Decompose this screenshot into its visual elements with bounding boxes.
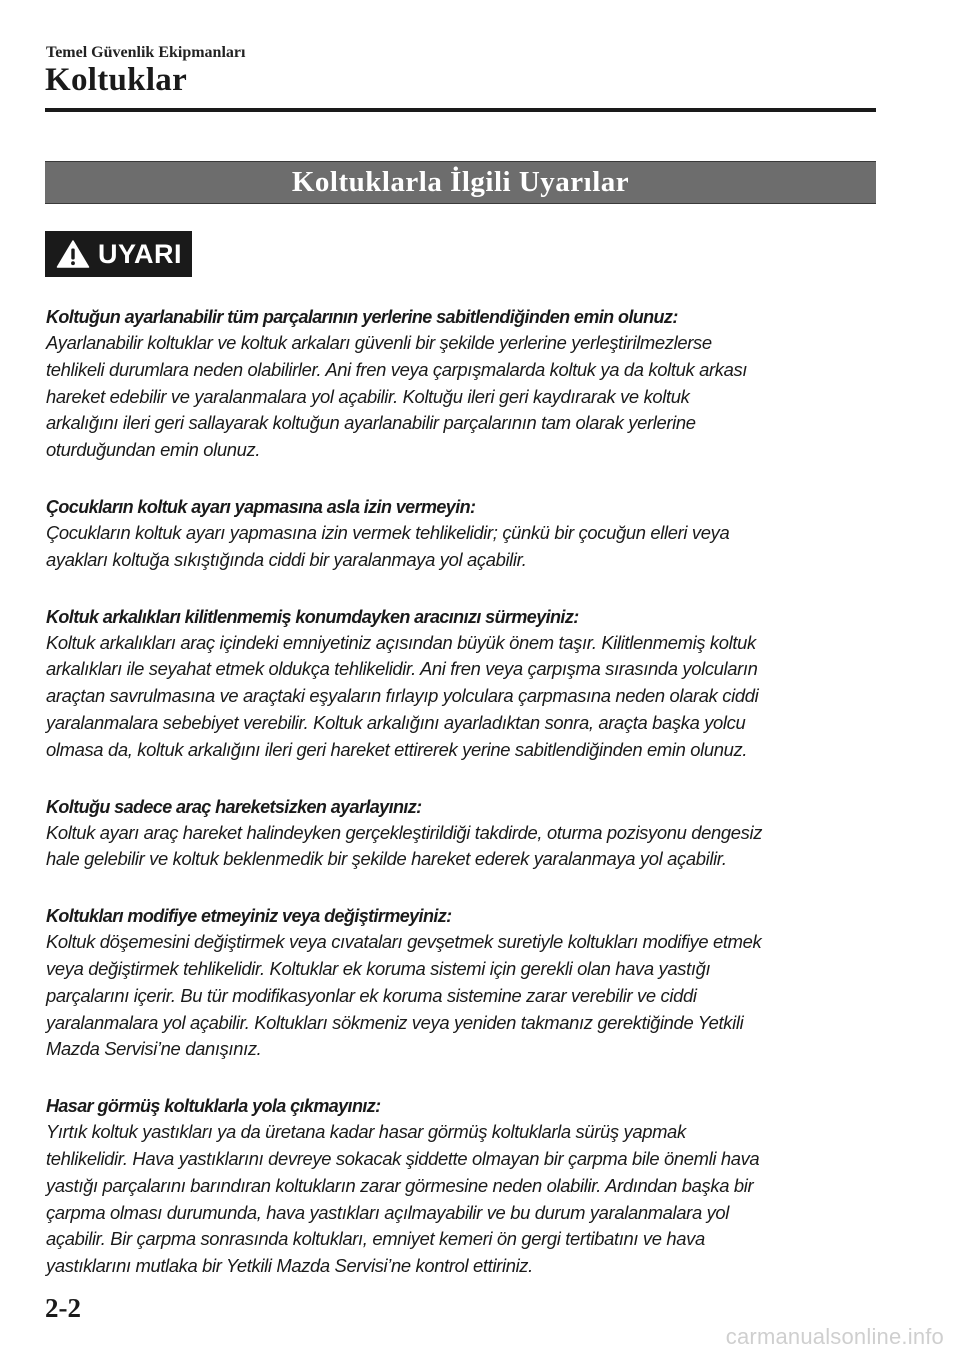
warning-heading: Hasar görmüş koltuklarla yola çıkmayınız:: [46, 1096, 381, 1117]
text-line: Koltuk ayarı araç hareket halindeyken gerçekleştirildiği takdirde, oturma pozisyonu dengesiz: [46, 821, 763, 843]
text-line: yastığı parçalarını barındıran koltukların zarar görmesine neden olabilir. Ardından başka bir: [46, 1174, 754, 1196]
text-line: Koltuk döşemesini değiştirmek veya cıvataları gevşetmek suretiyle koltukları modifiye etmek: [46, 931, 762, 953]
text-line: Ayarlanabilir koltuklar ve koltuk arkaları güvenli bir şekilde yerlerine yerleştirilmezlerse: [46, 332, 712, 353]
page-title: Koltuklar: [45, 62, 188, 98]
warning-heading: Çocukların koltuk ayarı yapmasına asla izin vermeyin:: [46, 496, 476, 517]
warning-block-seat-parts-secured: [46, 305, 872, 464]
text-line: araçtan savrulmasına ve araçtaki eşyaların fırlayıp yolculara çarpmasına neden olarak ciddi: [46, 685, 759, 707]
text-line: çarpma olması durumunda, hava yastıkları açılmayabilir ve bu durum yaralanmalara yol: [46, 1201, 730, 1223]
section-header: [45, 161, 876, 204]
warning-text: [46, 630, 872, 764]
warning-content: [46, 305, 872, 1311]
text-line: açabilir. Bir çarpma sonrasında koltukları, emniyet kemeri ön gergi tertibatını ve hava: [46, 1228, 705, 1250]
title-divider: [45, 108, 876, 112]
warning-text: [46, 520, 872, 574]
warning-triangle-icon: [56, 239, 90, 269]
text-line: arkalığını ileri geri sallayarak koltuğun ayarlanabilir parçalarının tam olarak yerlerine: [46, 412, 696, 434]
text-line: olmasa da, koltuk arkalığını ileri geri hareket ettirerek yerine sabitlendiğinden emin olunuz.: [46, 738, 748, 760]
text-line: hale gelebilir ve koltuk beklenmedik bir şekilde hareket ederek yaralanmaya yol açabilir.: [46, 848, 727, 870]
text-line: tehlikeli durumlara neden olabilirler. Ani fren veya çarpışmalarda koltuk ya da koltuk arkası: [46, 358, 748, 380]
text-line: veya değiştirmek tehlikelidir. Koltuklar ek koruma sistemi için gerekli olan hava yastığı: [46, 957, 711, 979]
warning-heading: Koltuk arkalıkları kilitlenmemiş konumdayken aracınızı sürmeyiniz:: [46, 606, 579, 627]
text-line: yastıklarını mutlaka bir Yetkili Mazda Servisi’ne kontrol ettiriniz.: [46, 1255, 533, 1277]
warning-heading: Koltukları modifiye etmeyiniz veya değiştirmeyiniz:: [46, 906, 452, 927]
watermark: carmanualsonline.info: [725, 1324, 944, 1349]
warning-block-children-adjusting: [46, 495, 872, 574]
warning-text: [46, 1119, 872, 1280]
text-line: arkalıkları ile seyahat etmek oldukça tehlikelidir. Ani fren veya çarpışma sırasında yolcuların: [46, 658, 758, 680]
warning-block-damaged-seats: [46, 1094, 872, 1280]
warning-text: [46, 929, 872, 1063]
warning-block-unlocked-seatbacks: [46, 605, 872, 764]
breadcrumb: Temel Güvenlik Ekipmanları: [46, 44, 246, 61]
warning-text: [46, 330, 872, 464]
text-line: ayakları koltuğa sıkıştığında ciddi bir yaralanmaya yol açabilir.: [46, 548, 527, 570]
text-line: parçalarını içerir. Bu tür modifikasyonlar ek koruma sistemine zarar verebilir ve ciddi: [46, 984, 697, 1006]
warning-heading: Koltuğu sadece araç hareketsizken ayarlayınız:: [46, 796, 422, 817]
warning-badge: [45, 231, 192, 277]
section-title: Koltuklarla İlgili Uyarılar: [291, 166, 630, 198]
warning-block-adjust-when-stopped: [46, 795, 872, 874]
warning-block-no-modification: [46, 904, 872, 1063]
text-line: Koltuk arkalıkları araç içindeki emniyetiniz açısından büyük önem taşır. Kilitlenmemiş koltuk: [46, 631, 756, 653]
text-line: tehlikelidir. Hava yastıklarını devreye sokacak şiddette olmayan bir çarpma bile önemli hava: [46, 1147, 760, 1169]
text-line: hareket edebilir ve yaralanmalara yol açabilir. Koltuğu ileri geri kaydırarak ve koltuk: [46, 385, 690, 407]
warning-text: [46, 820, 872, 874]
text-line: oturduğundan emin olunuz.: [46, 439, 261, 461]
text-line: yaralanmalara sebebiyet verebilir. Koltuk arkalığını ayarladıktan sonra, araçta başka yolcu: [46, 711, 746, 733]
text-line: Çocukların koltuk ayarı yapmasına izin vermek tehlikelidir; çünkü bir çocuğun elleri veya: [46, 521, 730, 543]
text-line: yaralanmalara yol açabilir. Koltukları sökmeniz veya yeniden takmanız gerektiğinde Yetkili: [46, 1011, 744, 1033]
text-line: Yırtık koltuk yastıkları ya da üretana kadar hasar görmüş koltuklarla sürüş yapmak: [46, 1121, 686, 1143]
page-number: 2-2: [45, 1293, 81, 1323]
text-line: Mazda Servisi’ne danışınız.: [46, 1038, 262, 1060]
warning-label: UYARI: [98, 238, 183, 269]
warning-heading: Koltuğun ayarlanabilir tüm parçalarının yerlerine sabitlendiğinden emin olunuz:: [46, 307, 678, 327]
